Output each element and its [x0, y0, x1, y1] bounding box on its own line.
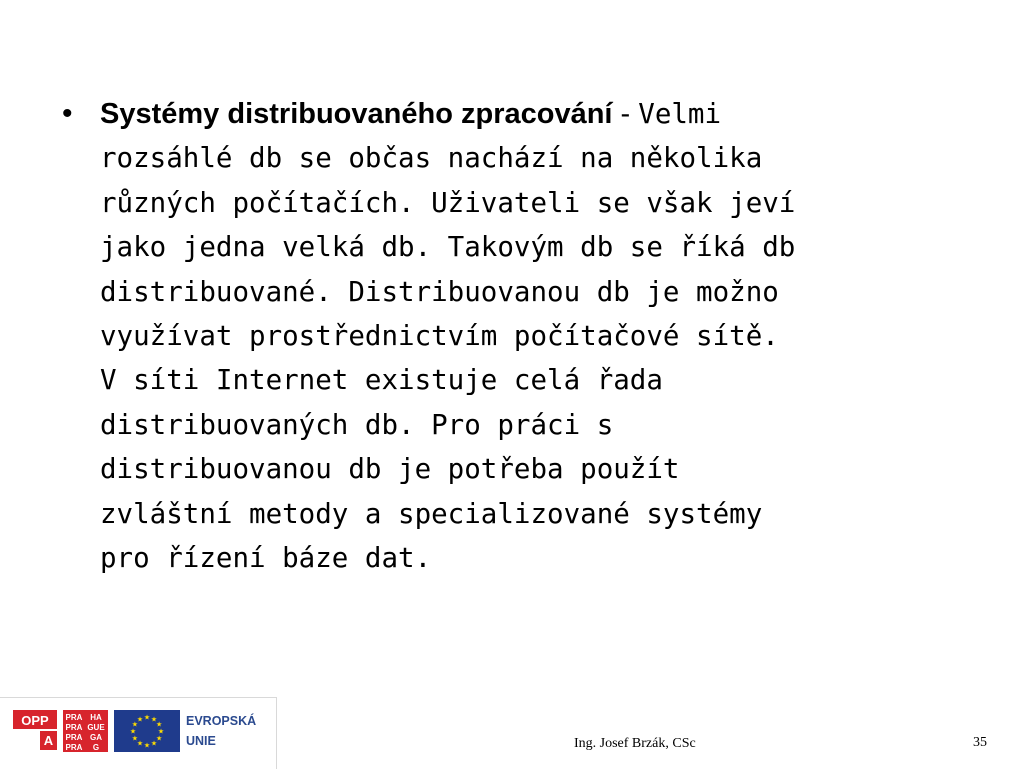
text-line: různých počítačích. Uživateli se však jeví: [100, 186, 796, 219]
eu-flag-icon: [114, 710, 180, 752]
praha-cell: PRA: [65, 733, 83, 742]
text-line: distribuovaných db. Pro práci s: [100, 408, 614, 441]
text-line: distribuovanou db je potřeba použít: [100, 453, 680, 486]
star-icon: ★: [150, 739, 158, 748]
praha-cell: G: [92, 743, 100, 752]
oppa-logo: [13, 710, 57, 750]
bullet-item: [62, 92, 982, 580]
praha-cell: PRA: [65, 743, 83, 752]
praha-cell: GA: [90, 733, 102, 742]
slide-content: [62, 92, 982, 580]
oppa-text-2: A: [43, 733, 54, 748]
praha-logo: [63, 710, 108, 752]
text-line: V síti Internet existuje celá řada: [100, 364, 663, 397]
text-line: pro řízení báze dat.: [100, 542, 432, 575]
bullet-separator: -: [612, 98, 639, 130]
text-line: rozsáhlé db se občas nachází na několika: [100, 142, 763, 175]
star-icon: ★: [136, 739, 144, 748]
footer-logos: [0, 697, 277, 769]
bullet-marker: •: [62, 97, 73, 130]
star-icon: ★: [131, 720, 139, 729]
star-icon: ★: [155, 720, 163, 729]
text-line: využívat prostřednictvím počítačové sítě.: [100, 320, 779, 353]
star-icon: ★: [155, 734, 163, 743]
eu-text-1: EVROPSKÁ: [186, 714, 257, 728]
text-line: distribuované. Distribuovanou db je možno: [100, 275, 779, 308]
footer-author: Ing. Josef Brzák, CSc: [574, 736, 696, 751]
star-icon: ★: [143, 713, 151, 722]
text-line: zvláštní metody a specializované systémy: [100, 497, 763, 530]
star-icon: ★: [136, 715, 144, 724]
text-line: Velmi: [638, 98, 722, 130]
logo-strip: [0, 698, 276, 769]
slide-number: 35: [973, 735, 987, 750]
star-icon: ★: [150, 715, 158, 724]
bullet-heading: Systémy distribuovaného zpracování: [100, 98, 613, 130]
praha-cell: HA: [90, 713, 102, 722]
star-icon: ★: [131, 734, 139, 743]
star-icon: ★: [129, 727, 137, 736]
bullet-text: [100, 92, 795, 580]
praha-cell: GUE: [87, 723, 105, 732]
praha-cell: PRA: [65, 713, 83, 722]
text-line: jako jedna velká db. Takovým db se říká db: [100, 231, 796, 264]
star-icon: ★: [143, 741, 151, 750]
star-icon: ★: [157, 727, 165, 736]
oppa-text-1: OPP: [21, 713, 49, 728]
praha-cell: PRA: [65, 723, 83, 732]
eu-text-2: UNIE: [186, 734, 216, 748]
